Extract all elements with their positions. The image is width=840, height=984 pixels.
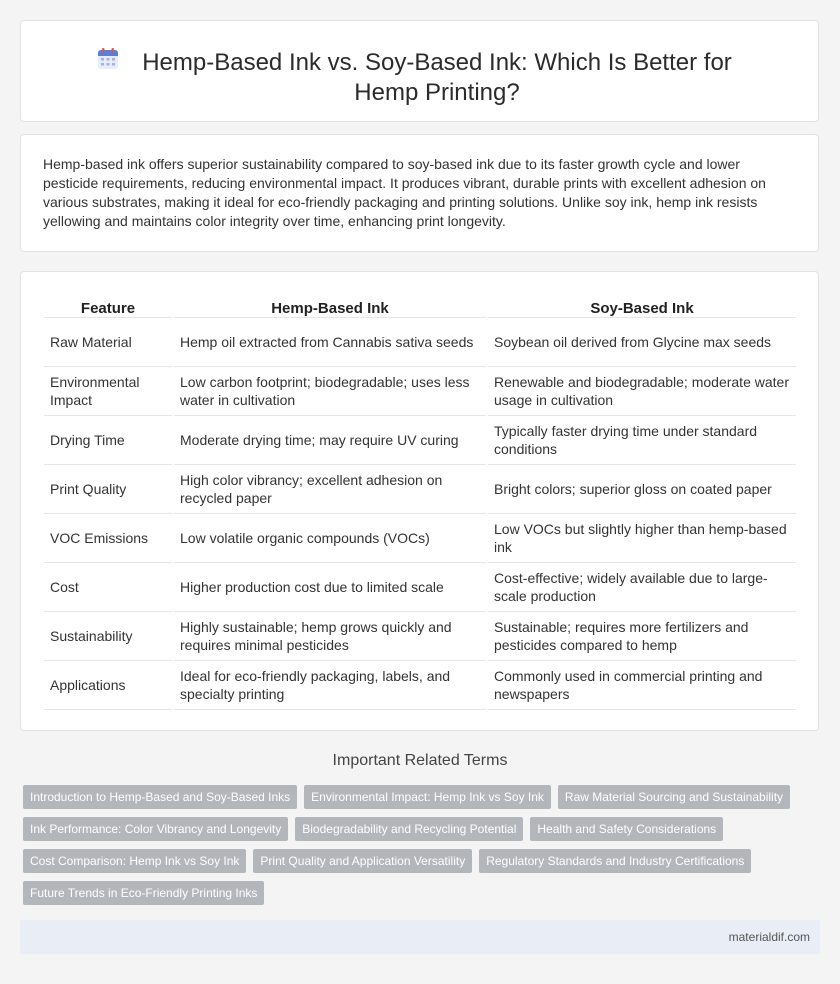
cell-soy: Low VOCs but slightly higher than hemp-based ink: [488, 514, 796, 563]
related-term-tag[interactable]: Introduction to Hemp-Based and Soy-Based Inks: [23, 785, 297, 809]
table-row: [44, 612, 796, 661]
related-term-tag[interactable]: Future Trends in Eco-Friendly Printing Inks: [23, 881, 264, 905]
cell-feature: Sustainability: [44, 612, 172, 661]
header-soy: Soy-Based Ink: [488, 296, 796, 318]
comparison-table: [42, 296, 798, 710]
related-terms-list: [23, 785, 803, 905]
cell-feature: Drying Time: [44, 416, 172, 465]
cell-feature: VOC Emissions: [44, 514, 172, 563]
cell-feature: Cost: [44, 563, 172, 612]
footer: [20, 920, 820, 954]
related-term-tag[interactable]: Cost Comparison: Hemp Ink vs Soy Ink: [23, 849, 246, 873]
table-row: [44, 661, 796, 710]
header-card: [20, 20, 819, 122]
cell-hemp: Higher production cost due to limited scale: [174, 563, 486, 612]
cell-soy: Soybean oil derived from Glycine max seeds: [488, 318, 796, 367]
related-term-tag[interactable]: Environmental Impact: Hemp Ink vs Soy Ink: [304, 785, 551, 809]
table-row: [44, 563, 796, 612]
table-row: [44, 514, 796, 563]
related-term-tag[interactable]: Regulatory Standards and Industry Certifications: [479, 849, 751, 873]
cell-hemp: Ideal for eco-friendly packaging, labels, and specialty printing: [174, 661, 486, 710]
cell-hemp: Low volatile organic compounds (VOCs): [174, 514, 486, 563]
cell-soy: Bright colors; superior gloss on coated paper: [488, 465, 796, 514]
cell-hemp: Low carbon footprint; biodegradable; uses less water in cultivation: [174, 367, 486, 416]
related-term-tag[interactable]: Print Quality and Application Versatility: [253, 849, 472, 873]
table-row: [44, 367, 796, 416]
cell-soy: Cost-effective; widely available due to large-scale production: [488, 563, 796, 612]
related-term-tag[interactable]: Ink Performance: Color Vibrancy and Longevity: [23, 817, 288, 841]
intro-card: [20, 134, 819, 252]
table-row: [44, 416, 796, 465]
intro-paragraph: Hemp-based ink offers superior sustainability compared to soy-based ink due to its faster growth cycle and lower pesticide requirements, reducing environmental impact. It produces vibrant, durable prints with excellent adhesion on various substrates, making it ideal for eco-friendly packaging and printing solutions. Unlike soy ink, hemp ink resists yellowing and maintains color integrity over time, enhancing print longevity.: [43, 156, 766, 229]
related-term-tag[interactable]: Health and Safety Considerations: [530, 817, 723, 841]
cell-hemp: Highly sustainable; hemp grows quickly and requires minimal pesticides: [174, 612, 486, 661]
cell-hemp: High color vibrancy; excellent adhesion on recycled paper: [174, 465, 486, 514]
comparison-card: [20, 271, 819, 731]
cell-feature: Applications: [44, 661, 172, 710]
cell-hemp: Hemp oil extracted from Cannabis sativa seeds: [174, 318, 486, 367]
page-title: Hemp-Based Ink vs. Soy-Based Ink: Which Is Better for Hemp Printing?: [142, 49, 732, 106]
cell-soy: Commonly used in commercial printing and newspapers: [488, 661, 796, 710]
header-hemp: Hemp-Based Ink: [174, 296, 486, 318]
table-row: [44, 318, 796, 367]
related-term-tag[interactable]: Biodegradability and Recycling Potential: [295, 817, 523, 841]
cell-feature: Raw Material: [44, 318, 172, 367]
cell-soy: Typically faster drying time under standard conditions: [488, 416, 796, 465]
table-header-row: [44, 296, 796, 318]
table-row: [44, 465, 796, 514]
related-terms-title: Important Related Terms: [332, 752, 508, 769]
cell-soy: Renewable and biodegradable; moderate water usage in cultivation: [488, 367, 796, 416]
cell-feature: Print Quality: [44, 465, 172, 514]
cell-feature: Environmental Impact: [44, 367, 172, 416]
cell-soy: Sustainable; requires more fertilizers and pesticides compared to hemp: [488, 612, 796, 661]
header-feature: Feature: [44, 296, 172, 318]
related-term-tag[interactable]: Raw Material Sourcing and Sustainability: [558, 785, 790, 809]
footer-site-link[interactable]: materialdif.com: [728, 930, 810, 944]
cell-hemp: Moderate drying time; may require UV curing: [174, 416, 486, 465]
